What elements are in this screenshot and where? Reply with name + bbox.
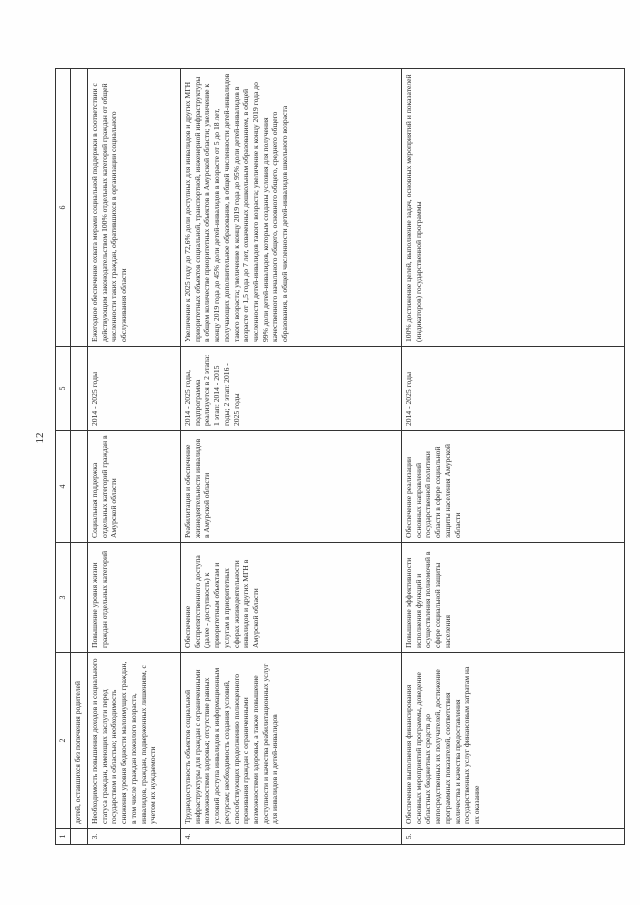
rotated-table-frame xyxy=(55,69,625,845)
result-cell: 100% достижение целей, выполнение задач, основных мероприятий и показателей (индикаторов) государственной программы xyxy=(402,69,625,347)
task-cell: Обеспечение реализации основных направлений государственной политики области в сфере социальной защиты населения Амурской области xyxy=(402,431,625,543)
header-cell: 5 xyxy=(56,347,71,431)
result-cell: Ежегодное обеспечение охвата мерами социальной поддержки в соответствии с действующим законодательством 100% отдельных категорий граждан от общей численности таких граждан, обратившихся в организации социального обслуживания области xyxy=(88,69,181,347)
goal-cell: Обеспечение беспрепятственного доступа (далее - доступность) к приоритетным объектам и услугам в приоритетных сферах жизнедеятельности инвалидов и других МГН в Амурской области xyxy=(181,543,402,653)
period-cell: 2014 - 2025 годы, подпрограмма реализуется в 2 этапа: 1 этап: 2014 - 2015 годы; 2 этап: 2016 - 2025 годы xyxy=(181,347,402,431)
goal-cell xyxy=(71,543,88,653)
page-number: 12 xyxy=(34,432,46,444)
problem-cell: детей, оставшихся без попечения родителей xyxy=(71,653,88,829)
table-row xyxy=(181,69,402,845)
row-number: 4. xyxy=(181,829,402,845)
task-cell xyxy=(71,431,88,543)
task-cell: Реабилитация и обеспечение жизнедеятельности инвалидов в Амурской области xyxy=(181,431,402,543)
goal-cell: Повышение уровня жизни граждан отдельных категорий xyxy=(88,543,181,653)
row-number: 3. xyxy=(88,829,181,845)
table-row xyxy=(402,69,625,845)
problem-cell: Обеспечение выполнения финансирования основных мероприятий программы, доведение областных бюджетных средств до непосредственных их получателей, достижение программных показателей, соответствия количества и качества предоставления государственных услуг финансовым затратам на их оказание xyxy=(402,653,625,829)
row-number xyxy=(71,829,88,845)
problem-cell: Труднодоступность объектов социальной инфраструктуры для граждан с ограниченными возможностями здоровья; отсутствие равных условий доступа инвалидов к информационным ресурсам; необходимость создания условий, способствующих продолжению полноценного проживания граждан с ограниченными возможностями здоровья, а также повышение доступности и качества реабилитационных услуг для инвалидов и детей-инвалидов xyxy=(181,653,402,829)
header-cell: 1 xyxy=(56,829,71,845)
header-cell: 2 xyxy=(56,653,71,829)
table-row xyxy=(71,69,88,845)
result-cell: Увеличение к 2025 году до 72,6% доли доступных для инвалидов и других МГН приоритетных объектов социальной, транспортной, инженерной инфраструктуры в общем количестве приоритетных объектов в Амурской области; увеличение к концу 2019 года до 45% доли детей-инвалидов в возрасте от 5 до 18 лет, получающих дополнительное образование, в общей численности детей-инвалидов такого возраста; увеличение к концу 2019 года до 95% доли детей-инвалидов в возрасте от 1,5 года до 7 лет, охваченных дошкольным образованием, в общей численности детей-инвалидов такого возраста; увеличение к концу 2019 года до 99% доли детей-инвалидов, которым созданы условия для получения качественного начального общего, основного общего, среднего общего образования, в общей численности детей-инвалидов школьного возраста xyxy=(181,69,402,347)
result-cell xyxy=(71,69,88,347)
header-cell: 6 xyxy=(56,69,71,347)
task-cell: Социальная поддержка отдельных категорий граждан в Амурской области xyxy=(88,431,181,543)
goal-cell: Повышение эффективности исполнения функций и осуществления полномочий в сфере социальной защиты населения xyxy=(402,543,625,653)
program-table xyxy=(55,68,625,845)
period-cell: 2014 - 2025 годы xyxy=(88,347,181,431)
table-row xyxy=(88,69,181,845)
row-number: 5. xyxy=(402,829,625,845)
table-header-row xyxy=(56,69,71,845)
problem-cell: Необходимость повышения доходов и социального статуса граждан, имеющих заслуги перед государством и областью; необходимость снижения уровня бедности малоимущих граждан, в том числе граждан пожилого возраста, инвалидов, граждан, подверженных лишениям, с учетом их нуждаемости xyxy=(88,653,181,829)
period-cell: 2014 - 2025 годы xyxy=(402,347,625,431)
header-cell: 4 xyxy=(56,431,71,543)
period-cell xyxy=(71,347,88,431)
header-cell: 3 xyxy=(56,543,71,653)
